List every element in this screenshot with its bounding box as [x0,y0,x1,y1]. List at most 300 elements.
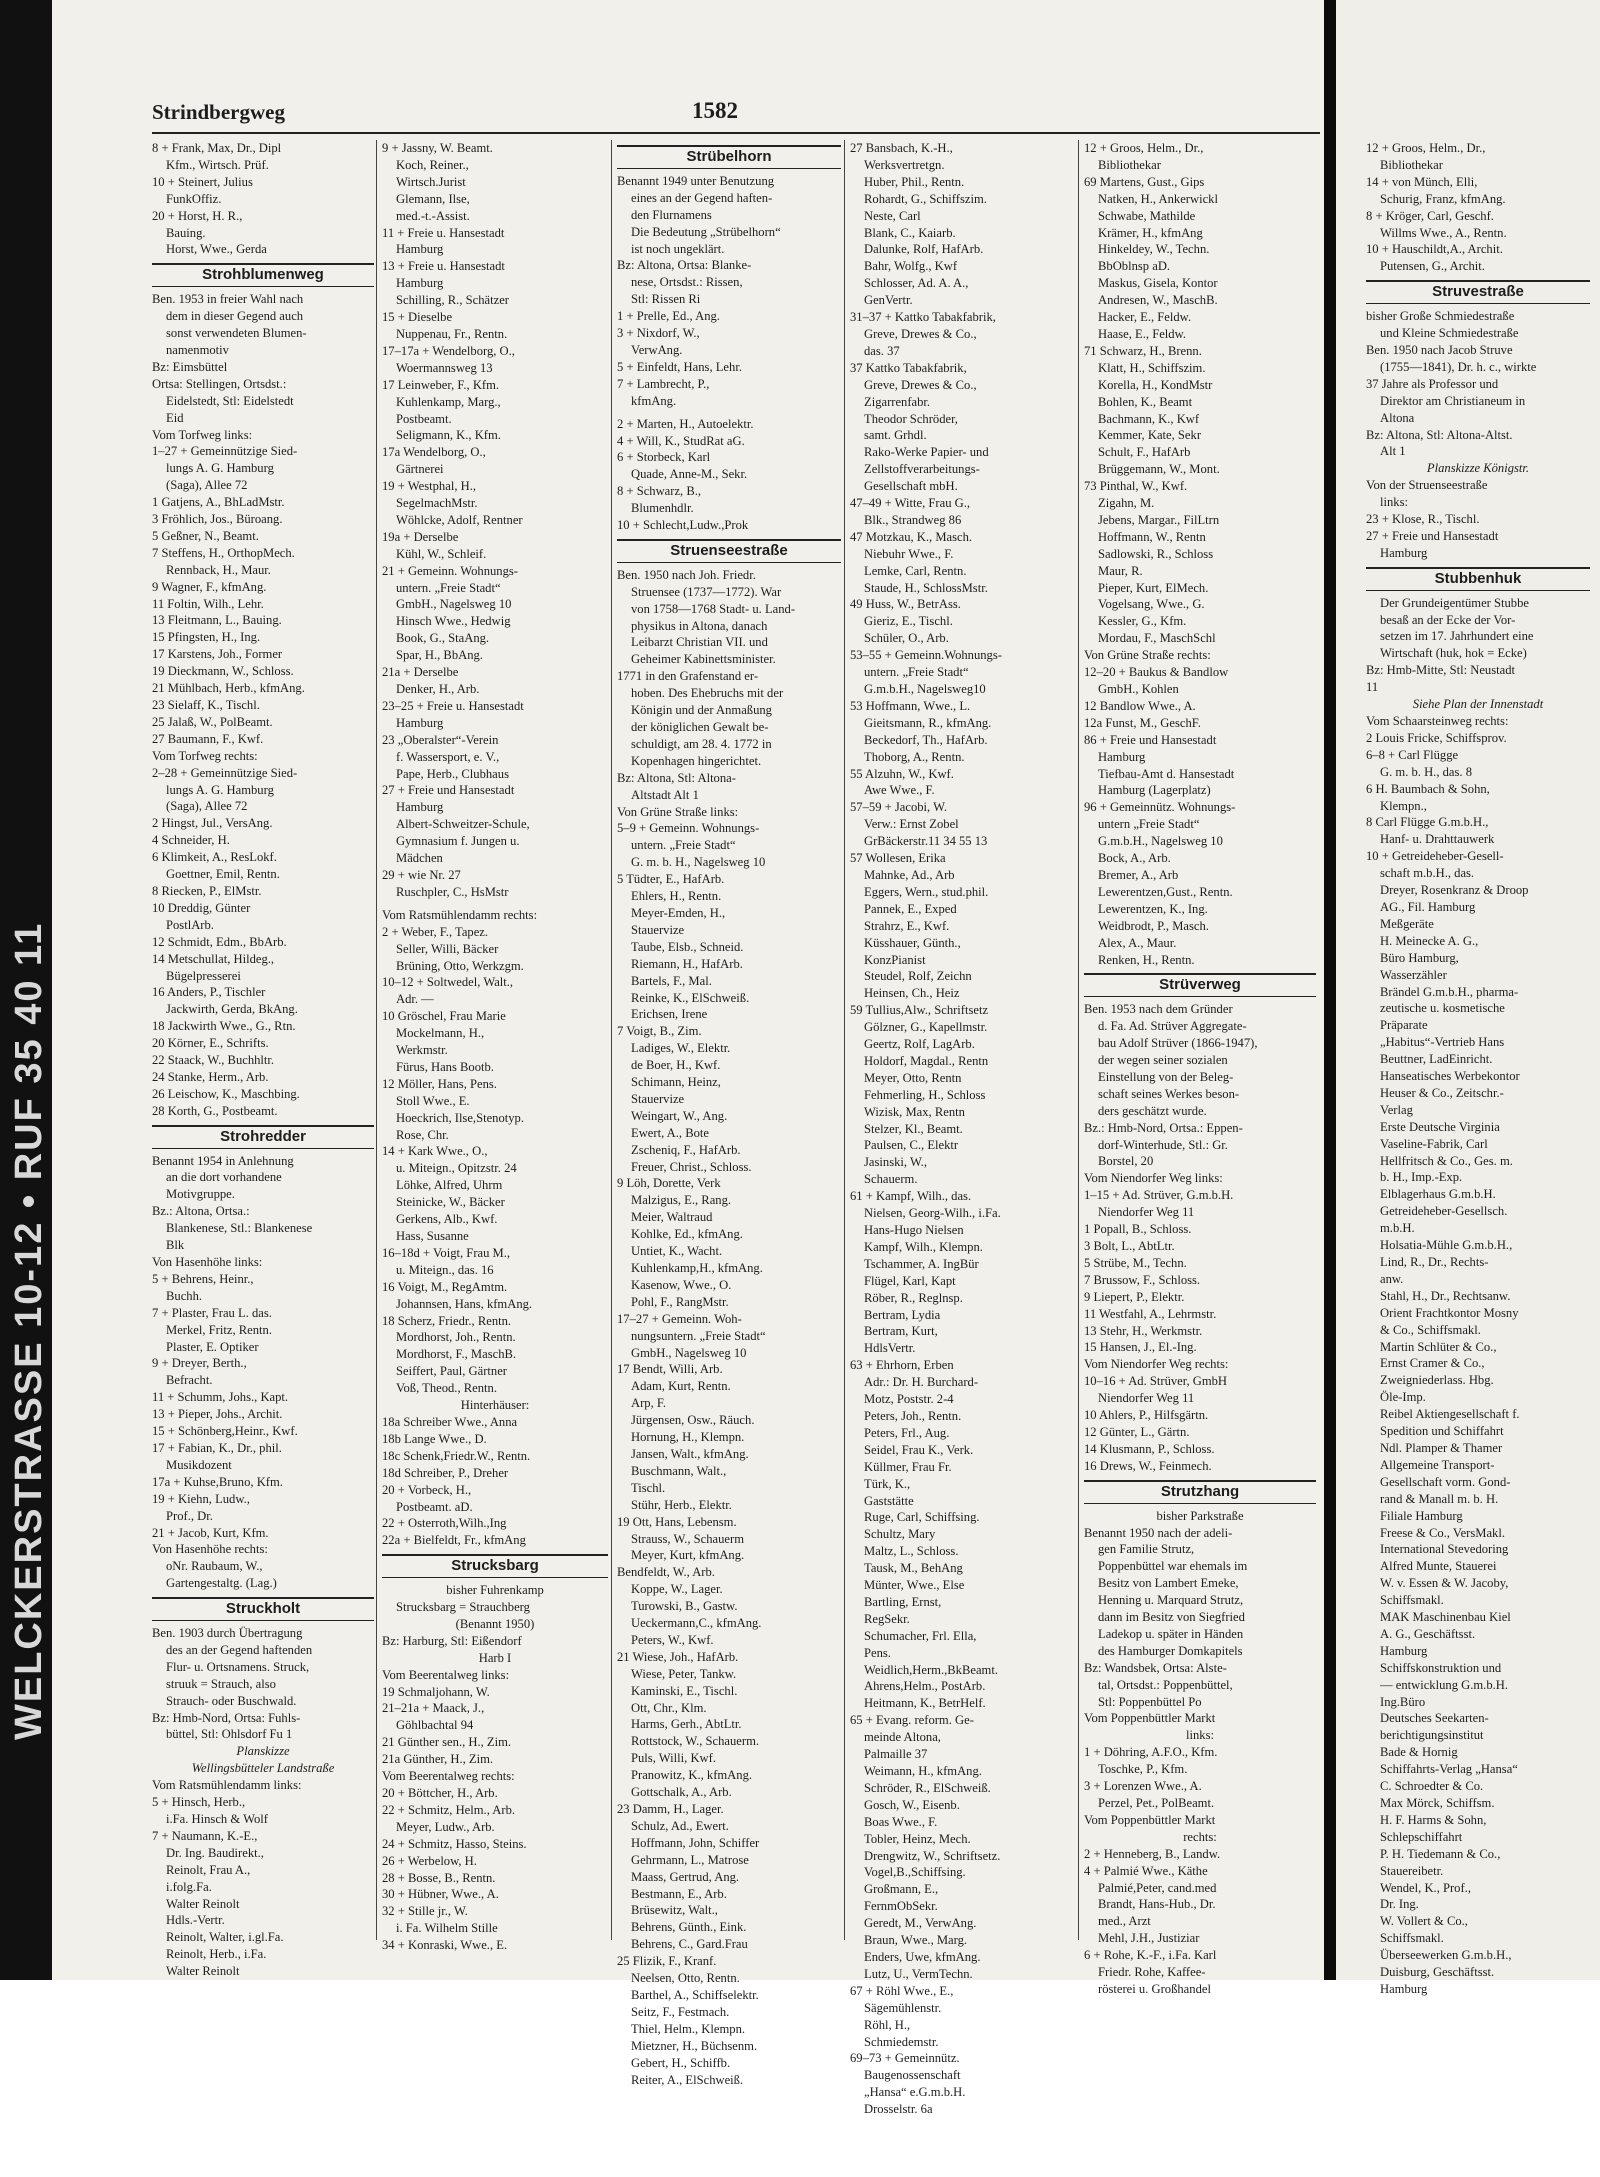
directory-entry: Rennback, H., Maur. [166,562,271,577]
directory-entry: 15 + Dieselbe [382,310,453,325]
directory-entry: untern „Freie Stadt“ [1098,817,1200,832]
directory-entry: Bartels, F., Mal. [631,973,712,988]
directory-entry: Geredt, M., VerwAng. [864,1916,977,1931]
directory-entry: Hass, Susanne [396,1229,469,1243]
directory-entry: 7 + Lambrecht, P., [617,376,710,391]
directory-entry: Benannt 1950 nach der adeli- [1084,1525,1233,1540]
directory-entry: Paulsen, C., Elektr [864,1138,959,1153]
directory-entry: G. m. b. H., das. 8 [1380,764,1472,779]
directory-entry: Klempn., [1380,798,1427,813]
directory-entry: 37 Jahre als Professor und [1366,376,1499,391]
directory-entry: Gärtnerei [396,462,444,477]
directory-entry: Beuttner, LadEinricht. [1380,1052,1493,1067]
directory-entry: Nielsen, Georg-Wilh., i.Fa. [864,1206,1001,1221]
directory-entry: Postbeamt. [396,411,452,426]
directory-entry: 7 Brussow, F., Schloss. [1084,1272,1201,1287]
directory-entry: des an der Gegend haftenden [166,1642,313,1657]
directory-entry: 8 + Schwarz, B., [617,484,702,499]
directory-entry: 47–49 + Witte, Frau G., [850,496,971,511]
directory-entry: Einstellung von der Beleg- [1098,1069,1234,1084]
directory-entry: Strahrz, E., Kwf. [864,918,950,933]
directory-entry: Stelzer, Kl., Beamt. [864,1121,963,1136]
page-header [152,98,1320,134]
binding-text: WELCKERSTRASSE 10-12 • RUF 35 40 11 [8,921,50,1740]
directory-entry: Schwabe, Mathilde [1098,208,1196,223]
directory-entry: 22 Staack, W., Buchhltr. [152,1053,275,1068]
directory-entry: Kampf, Wilh., Klempn. [864,1239,983,1254]
directory-entry: 23–25 + Freie u. Hansestadt [382,698,524,713]
directory-entry: Maass, Gertrud, Ang. [631,1869,740,1884]
directory-entry: Martin Schlüter & Co., [1380,1339,1497,1354]
directory-entry: Von Grüne Straße rechts: [1084,648,1211,663]
directory-entry: Vom Poppenbüttler Markt [1084,1812,1216,1827]
directory-entry: Großmann, E., [864,1882,939,1897]
section-heading: Stubbenhuk [1366,567,1590,591]
facing-page [1336,0,1600,1996]
section-heading: Struvestraße [1366,280,1590,304]
directory-entry: gen Familie Strutz, [1098,1542,1195,1557]
directory-entry: ist noch ungeklärt. [631,241,725,256]
directory-entry: 31–37 + Kattko Tabakfabrik, [850,310,996,325]
directory-entry: 12 Schmidt, Edm., BbArb. [152,934,287,949]
directory-entry: Kessler, G., Kfm. [1098,614,1187,629]
directory-entry: 19a + Derselbe [382,529,459,544]
directory-entry: 6 H. Baumbach & Sohn, [1366,781,1490,796]
directory-entry: Reinolt, Frau A., [166,1862,251,1877]
directory-entry: 14 Metschullat, Hildeg., [152,951,275,966]
directory-entry: Plaster, E. Optiker [166,1339,259,1354]
directory-entry: 16 Voigt, M., RegAmtm. [382,1279,508,1294]
directory-entry: Bertram, Kurt, [864,1324,938,1339]
directory-entry: Hamburg [1098,749,1146,764]
directory-entry: A. G., Geschäftsst. [1380,1626,1476,1641]
directory-entry: Buchh. [166,1288,203,1303]
directory-entry: 65 + Evang. reform. Ge- [850,1713,974,1728]
directory-entry: 2 + Weber, F., Tapez. [382,924,489,939]
directory-entry: Theodor Schröder, [864,411,958,426]
directory-entry: Huber, Phil., Rentn. [864,174,965,189]
directory-entry: Bestmann, E., Arb. [631,1886,727,1901]
directory-entry: nese, Ortsdst.: Rissen, [631,275,743,290]
directory-entry: Klatt, H., Schiffszim. [1098,360,1206,375]
directory-entry: der königlichen Gewalt be- [631,720,769,734]
directory-entry: Lind, R., Dr., Rechts- [1380,1255,1489,1269]
directory-entry: Werkmstr. [396,1043,448,1058]
directory-entry: — entwicklung G.m.b.H. [1380,1677,1509,1692]
directory-entry: 8 + Frank, Max, Dr., Dipl [152,141,282,155]
directory-entry: Drosselstr. 6a [864,2102,933,2117]
directory-entry: Blk [166,1238,185,1253]
directory-entry: Hamburg (Lagerplatz) [1098,783,1211,798]
directory-entry: 34 + Konraski, Wwe., E. [382,1938,508,1953]
directory-entry: 24 + Schmitz, Hasso, Steins. [382,1836,527,1851]
directory-entry: Stahl, H., Dr., Rechtsanw. [1380,1288,1511,1303]
directory-entry: Tiefbau-Amt d. Hansestadt [1098,766,1235,781]
directory-entry: Alex, A., Maur. [1098,935,1177,950]
directory-entry: 18b Lange Wwe., D. [382,1431,487,1446]
directory-entry: Zscheniq, F., HafArb. [631,1142,741,1157]
directory-entry: Boas Wwe., F. [864,1814,938,1829]
directory-entry: Hoffmann, John, Schiffer [631,1835,760,1850]
directory-entry: bisher Große Schmiedestraße [1366,309,1515,324]
directory-entry: Öle-Imp. [1380,1390,1426,1405]
directory-entry: 7 Voigt, B., Zim. [617,1024,702,1039]
directory-entry: Ben. 1953 in freier Wahl nach [152,292,304,307]
page-gutter [1324,0,1336,1980]
directory-entry: Behrens, Günth., Eink. [631,1920,747,1935]
directory-entry: 22 + Schmitz, Helm., Arb. [382,1802,516,1817]
directory-entry: Schultz, Mary [864,1527,936,1542]
directory-entry: Gebert, H., Schiffb. [631,2055,731,2070]
directory-entry: Sadlowski, R., Schloss [1098,546,1214,561]
directory-entry: med., Arzt [1098,1914,1151,1929]
directory-entry: W. v. Essen & W. Jacoby, [1380,1576,1509,1591]
directory-entry: 21 Mühlbach, Herb., kfmAng. [152,681,305,696]
directory-column-1 [152,140,374,1979]
directory-entry: samt. Grhdl. [864,428,927,443]
directory-entry: Ladekop u. später in Händen [1098,1626,1244,1641]
directory-entry: links: [1186,1728,1214,1743]
directory-entry: Motz, Poststr. 2-4 [864,1392,954,1407]
directory-entry: 53–55 + Gemeinn.Wohnungs- [850,648,1002,663]
directory-entry: Denker, H., Arb. [396,682,480,696]
directory-entry: W. Vollert & Co., [1380,1914,1468,1929]
directory-entry: 5–9 + Gemeinn. Wohnungs- [617,821,760,836]
directory-entry: namenmotiv [166,342,229,357]
directory-entry: schaft m.b.H., das. [1380,866,1475,881]
directory-entry: Hellfritsch & Co., Ges. m. [1380,1153,1513,1168]
directory-entry: Brändel G.m.b.H., pharma- [1380,984,1519,999]
column-rule [1078,140,1079,1940]
directory-entry: (Benannt 1950) [455,1616,535,1631]
directory-entry: Koppe, W., Lager. [631,1582,723,1597]
directory-entry: Kopenhagen hingerichtet. [631,753,762,768]
directory-entry: Vom Niendorfer Weg links: [1084,1171,1223,1186]
directory-entry: Vom Torfweg rechts: [152,748,258,763]
directory-entry: Blk., Strandweg 86 [864,512,962,527]
directory-entry: Bibliothekar [1380,157,1443,172]
directory-entry: Blankenese, Stl.: Blankenese [166,1221,313,1236]
directory-entry: Vogel,B.,Schiffsing. [864,1865,966,1880]
directory-entry: Mockelmann, H., [396,1026,485,1041]
directory-entry: 23 Damm, H., Lager. [617,1802,724,1816]
directory-entry: Braun, Wwe., Marg. [864,1933,968,1948]
directory-entry: 1–27 + Gemeinnützige Sied- [152,444,298,459]
directory-entry: Vom Beerentalweg rechts: [382,1769,515,1784]
directory-entry: Die Bedeutung „Strübelhorn“ [631,224,781,239]
directory-entry: 53 Hoffmann, Wwe., L. [850,698,971,713]
directory-entry: 3 + Nixdorf, W., [617,326,700,341]
directory-entry: Brüning, Otto, Werkzgm. [396,958,524,973]
directory-entry: Korella, H., KondMstr [1098,377,1213,392]
directory-entry: de Boer, H., Kwf. [631,1058,721,1073]
directory-entry: Verw.: Ernst Zobel [864,817,959,832]
directory-entry: Duisburg, Geschäftsst. [1380,1965,1495,1980]
directory-entry: Münter, Wwe., Else [864,1578,965,1593]
directory-column-5 [1084,140,1316,1996]
directory-entry: Book, G., StaAng. [396,631,490,646]
directory-entry: 2 Hingst, Jul., VersAng. [152,816,273,831]
directory-entry: Bertram, Lydia [864,1307,941,1322]
directory-entry: 69–73 + Gemeinnütz. [850,2051,960,2066]
directory-entry: Schult, F., HafArb [1098,445,1191,460]
directory-entry: Verlag [1380,1102,1413,1117]
directory-entry: untern. „Freie Stadt“ [396,580,501,595]
directory-entry: rand & Manall m. b. H. [1380,1491,1499,1506]
directory-entry: Hoffmann, W., Rentn [1098,529,1206,544]
directory-entry: Niebuhr Wwe., F. [864,546,954,561]
directory-entry: schaft seines Werkes beson- [1098,1086,1240,1101]
directory-entry: Hacker, E., Feldw. [1098,310,1192,325]
directory-entry: Peters, Joh., Rentn. [864,1408,962,1423]
directory-entry: 17 Karstens, Joh., Former [152,647,283,662]
directory-entry: Geheimer Kabinettsminister. [631,652,776,667]
directory-entry: kfmAng. [631,393,677,408]
directory-entry: lungs A. G. Hamburg [166,461,274,476]
directory-entry: SegelmachMstr. [396,496,478,511]
directory-entry: 86 + Freie und Hansestadt [1084,732,1217,747]
directory-entry: Zigahn, M. [1098,496,1155,511]
directory-entry: Der Grundeigentümer Stubbe [1380,595,1529,610]
directory-entry: 96 + Gemeinnütz. Wohnungs- [1084,800,1236,815]
directory-entry: Blumenhdlr. [631,501,694,516]
directory-entry: Rohardt, G., Schiffszim. [864,191,987,206]
directory-entry: 2 Louis Fricke, Schiffsprov. [1366,730,1507,745]
directory-entry: P. H. Tiedemann & Co., [1380,1846,1501,1861]
directory-entry: Besitz von Lambert Emeke, [1098,1576,1239,1591]
directory-entry: Reinolt, Walter, i.gl.Fa. [166,1930,284,1945]
directory-entry: Wizisk, Max, Rentn [864,1104,965,1119]
directory-entry: Kühl, W., Schleif. [396,546,487,561]
directory-entry: Turowski, B., Gastw. [631,1599,738,1614]
directory-entry: Leibarzt Christian VII. und [631,635,768,650]
directory-entry: Kuhlenkamp,H., kfmAng. [631,1261,763,1275]
directory-entry: Erste Deutsche Virginia [1380,1119,1500,1134]
directory-entry: Bz: Wandsbek, Ortsa: Alste- [1084,1660,1227,1675]
directory-entry: Vogelsang, Wwe., G. [1098,597,1205,612]
directory-entry: International Stevedoring [1380,1542,1509,1557]
directory-entry: Natken, H., Ankerwickl [1098,191,1218,206]
directory-entry: 13 Stehr, H., Werkmstr. [1084,1323,1203,1338]
directory-entry: 10 + Hauschildt,A., Archit. [1366,242,1503,257]
directory-entry: Spedition und Schiffahrt [1380,1424,1504,1439]
directory-entry: Adr. — [396,992,434,1007]
directory-entry: 16–18d + Voigt, Frau M., [382,1245,511,1260]
directory-entry: Schlepschiffahrt [1380,1829,1463,1844]
directory-entry: Reiter, A., ElSchweiß. [631,2072,744,2087]
directory-entry: 27 + Freie und Hansestadt [382,783,515,798]
directory-entry: Niendorfer Weg 11 [1098,1205,1195,1220]
directory-entry: Pranowitz, K., kfmAng. [631,1768,753,1783]
directory-entry: AG., Fil. Hamburg [1380,899,1476,914]
directory-entry: Meßgeräte [1380,916,1434,931]
directory-entry: 63 + Ehrhorn, Erben [850,1358,954,1373]
directory-entry: i.folg.Fa. [166,1879,212,1894]
directory-entry: Kuhlenkamp, Marg., [396,394,501,409]
directory-entry: Wirtschaft (huk, hok = Ecke) [1380,646,1527,661]
directory-entry: Adr.: Dr. H. Burchard- [864,1375,979,1390]
directory-entry: 19 Dieckmann, W., Schloss. [152,664,294,679]
directory-entry: 9 Wagner, F., kfmAng. [152,579,267,594]
directory-entry: ders geschätzt wurde. [1098,1103,1207,1118]
directory-entry: lungs A. G. Hamburg [166,782,274,797]
directory-entry: Ruschpler, C., HsMstr [396,884,509,899]
directory-entry: Barthel, A., Schiffselektr. [631,1987,759,2002]
directory-entry: 2–28 + Gemeinnützige Sied- [152,765,298,780]
directory-entry: 15 Pfingsten, H., Ing. [152,630,261,645]
directory-entry: d. Fa. Ad. Strüver Aggregate- [1098,1019,1247,1034]
directory-entry: Alt 1 [1380,444,1406,459]
directory-entry: 7 + Plaster, Frau L. das. [152,1305,272,1320]
directory-column-3 [617,140,841,2087]
directory-entry: 9 + Jassny, W. Beamt. [382,141,493,155]
directory-entry: 11 Foltin, Wilh., Lehr. [152,596,264,611]
directory-entry: Gesellschaft vorm. Gond- [1380,1474,1511,1489]
directory-entry: Befracht. [166,1373,213,1388]
directory-entry: 7 + Naumann, K.-E., [152,1828,258,1843]
directory-entry: Johannsen, Hans, kfmAng. [396,1296,533,1311]
directory-entry: (Saga), Allee 72 [166,478,248,493]
facing-page-column [1366,140,1590,1996]
directory-entry: 3 Bolt, L., AbtLtr. [1084,1239,1175,1253]
directory-entry: 10–12 + Soltwedel, Walt., [382,975,514,990]
directory-entry: Rose, Chr. [396,1127,449,1142]
directory-entry: struuk = Strauch, also [166,1676,276,1691]
directory-entry: 14 + Kark Wwe., O., [382,1144,488,1159]
directory-entry: Hdls.-Vertr. [166,1913,225,1928]
directory-entry: Lewerentzen,Gust., Rentn. [1098,884,1233,899]
directory-entry: 28 + Bosse, B., Rentn. [382,1870,496,1885]
directory-entry: GrBäckerstr.11 34 55 13 [864,834,988,849]
directory-entry: „Habitus“-Vertrieb Hans [1380,1035,1505,1050]
directory-entry: Peters, Frl., Aug. [864,1425,950,1440]
directory-entry: 5 + Behrens, Heinr., [152,1271,254,1286]
directory-entry: Bz: Hmb-Nord, Ortsa: Fuhls- [152,1710,301,1725]
directory-entry: Pohl, F., RangMstr. [631,1294,729,1309]
directory-entry: Taube, Elsb., Schneid. [631,939,744,954]
directory-entry: dem in dieser Gegend auch [166,309,304,324]
directory-entry: Holdorf, Magdal., Rentn [864,1053,989,1068]
directory-entry: Steinicke, W., Bäcker [396,1195,505,1210]
directory-entry: Stauereibetr. [1380,1863,1444,1878]
directory-entry: Eidelstedt, Stl: Eidelstedt [166,393,294,408]
directory-entry: Mordhorst, F., MaschB. [396,1347,517,1362]
directory-entry: und Kleine Schmiedestraße [1380,326,1519,341]
directory-entry: 67 + Röhl Wwe., E., [850,1983,954,1998]
directory-entry: Bendfeldt, W., Arb. [617,1565,715,1580]
directory-entry: Woermannsweg 13 [396,360,493,375]
directory-entry: meinde Altona, [864,1730,941,1745]
directory-entry: 1–15 + Ad. Strüver, G.m.b.H. [1084,1188,1234,1203]
directory-entry: Andresen, W., MaschB. [1098,293,1218,308]
directory-entry: Alfred Munte, Stauerei [1380,1559,1497,1574]
header-street-word: Strindbergweg [152,100,285,124]
directory-entry: 21a + Derselbe [382,665,459,680]
directory-entry: Tausk, M., BehAng [864,1561,963,1576]
directory-entry: 8 Riecken, P., ElMstr. [152,883,262,898]
directory-entry: Meier, Waltraud [631,1210,713,1225]
directory-entry: Strauch- oder Buschwald. [166,1693,297,1708]
directory-column-4 [850,140,1076,2117]
directory-entry: Zigarrenfabr. [864,394,931,409]
directory-entry: 55 Alzuhn, W., Kwf. [850,766,954,781]
section-heading: Struenseestraße [617,539,841,563]
directory-entry: 12 + Groos, Helm., Dr., [1366,141,1486,155]
directory-entry: Vom Schaarsteinweg rechts: [1366,714,1509,728]
directory-entry: besaß an der Ecke der Vor- [1380,612,1516,627]
directory-entry: Hamburg [396,800,444,815]
directory-entry: Bz: Harburg, Stl: Eißendorf [382,1633,522,1648]
directory-entry: Altstadt Alt 1 [631,787,699,802]
directory-entry: 22a + Bielfeldt, Fr., kfmAng [382,1533,526,1548]
directory-entry: Schiffsmakl. [1380,1931,1444,1946]
directory-entry: 47 Motzkau, K., Masch. [850,529,973,544]
directory-entry: Hornung, H., Klempn. [631,1430,745,1445]
directory-entry: 28 Korth, G., Postbeamt. [152,1103,278,1118]
directory-entry: 32 + Stille jr., W. [382,1904,468,1919]
directory-entry: 61 + Kampf, Wilh., das. [850,1189,972,1204]
directory-entry: Ott, Chr., Klm. [631,1700,707,1715]
directory-entry: Ehlers, H., Rentn. [631,889,722,904]
directory-entry: Weimann, H., kfmAng. [864,1764,982,1778]
directory-entry: von 1758—1768 Stadt- u. Land- [631,601,796,616]
directory-entry: Küsshauer, Günth., [864,935,961,950]
directory-entry: das. 37 [864,343,900,358]
directory-entry: bisher Fuhrenkamp [446,1583,544,1598]
directory-entry: Türk, K., [864,1476,911,1491]
directory-entry: 12 Bandlow Wwe., A. [1084,698,1196,713]
directory-entry: Beckedorf, Th., HafArb. [864,732,988,747]
directory-entry: Eid [166,410,184,425]
directory-entry: Pens. [864,1645,891,1660]
directory-entry: Staude, H., SchlossMstr. [864,580,988,595]
directory-entry: 14 + von Münch, Elli, [1366,174,1478,189]
directory-entry: Schlosser, Ad. A. A., [864,276,969,291]
directory-entry: Schiffskonstruktion und [1380,1660,1502,1675]
directory-entry: Schumacher, Frl. Ella, [864,1628,977,1643]
directory-entry: 1 + Prelle, Ed., Ang. [617,309,720,324]
directory-entry: 5 + Einfeldt, Hans, Lehr. [617,359,742,374]
directory-entry: 26 Leischow, K., Maschbing. [152,1086,300,1101]
directory-entry: b. H., Imp.-Exp. [1380,1170,1463,1185]
directory-entry: Steudel, Rolf, Zeichn [864,969,972,984]
directory-entry: Stühr, Herb., Elektr. [631,1497,732,1512]
directory-entry: Strucksbarg = Strauchberg [396,1600,530,1615]
directory-entry: GenVertr. [864,293,913,308]
directory-entry: Willms Wwe., A., Rentn. [1380,225,1507,240]
directory-entry: Direktor am Christianeum in [1380,393,1526,408]
column-rule [376,140,377,1940]
directory-entry: untern. „Freie Stadt“ [864,665,969,680]
directory-entry: Überseewerken G.m.b.H., [1380,1948,1512,1963]
directory-entry: Pannek, E., Exped [864,901,957,916]
directory-entry: 27 Baumann, F., Kwf. [152,731,264,746]
directory-entry: Arp, F. [631,1396,667,1411]
directory-entry: Holsatia-Mühle G.m.b.H., [1380,1238,1513,1253]
directory-entry: 9 Löh, Dorette, Verk [617,1176,721,1191]
directory-entry: Benannt 1949 unter Benutzung [617,173,775,188]
directory-entry: Pape, Herb., Clubhaus [396,766,509,781]
directory-entry: Kasenow, Wwe., O. [631,1277,732,1292]
directory-column-2 [382,140,608,1953]
directory-entry: hoben. Des Ehebruchs mit der [631,686,784,701]
directory-entry: 25 Flizik, F., Kranf. [617,1954,717,1969]
directory-entry: Seiffert, Paul, Gärtner [396,1364,507,1379]
directory-entry: Büro Hamburg, [1380,950,1459,965]
directory-entry: 4 + Palmié Wwe., Käthe [1084,1863,1208,1878]
directory-entry: 9 + Dreyer, Berth., [152,1356,247,1371]
section-heading: Strohblumenweg [152,263,374,287]
